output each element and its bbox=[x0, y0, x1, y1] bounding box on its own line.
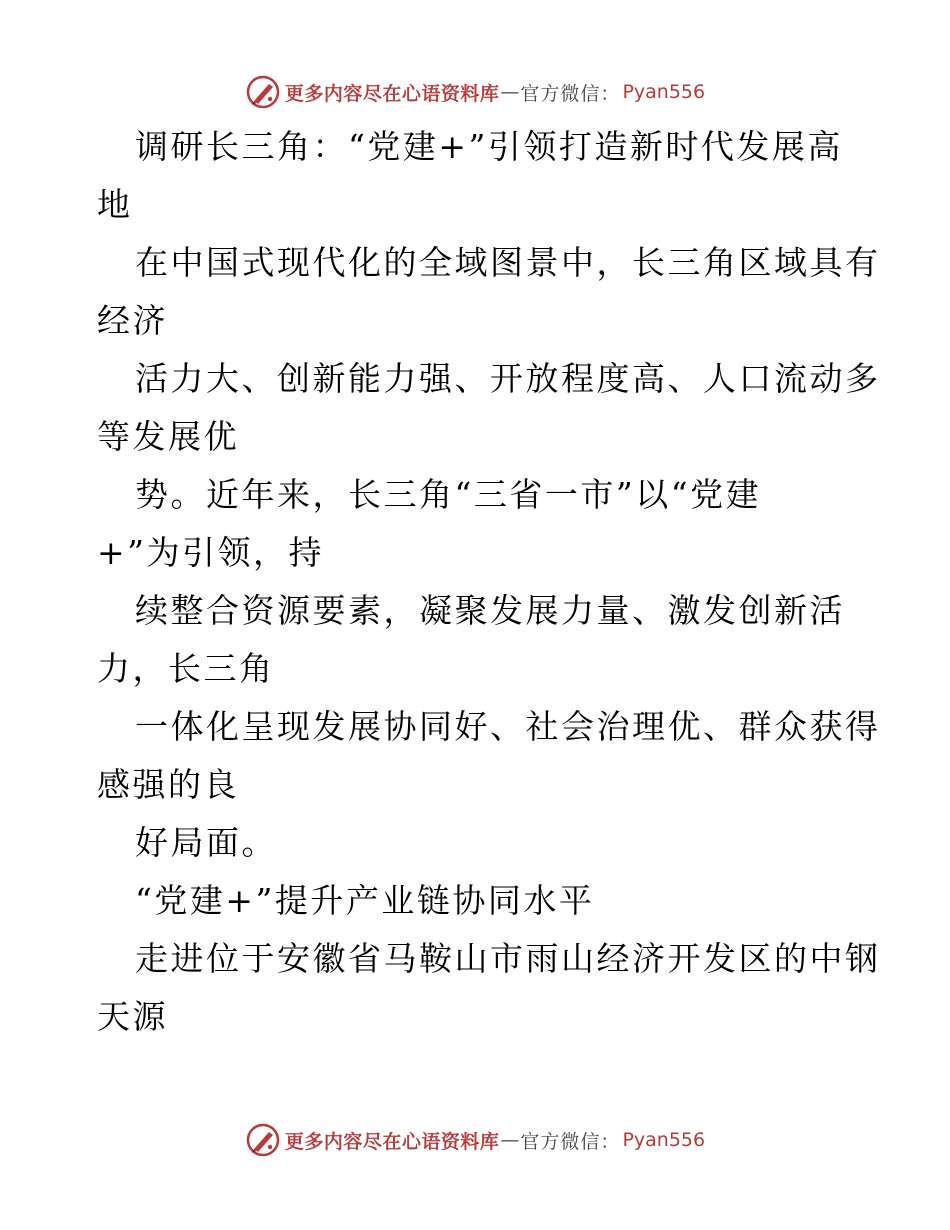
watermark-text: 更多内容尽在心语资料库 bbox=[284, 82, 500, 105]
paragraph-line: 在中国式现代化的全域图景中，长三角区域具有 bbox=[135, 243, 881, 282]
paragraph-line: 续整合资源要素，凝聚发展力量、激发创新活 bbox=[135, 591, 845, 630]
pen-logo-icon bbox=[245, 74, 281, 110]
paragraph-line: 等发展优 bbox=[97, 417, 239, 456]
watermark-dash: — bbox=[500, 81, 520, 103]
title-line: 调研长三角：“党建+”引领打造新时代发展高 bbox=[135, 127, 843, 166]
watermark-dash: — bbox=[500, 1129, 520, 1151]
watermark-text: 更多内容尽在心语资料库 bbox=[284, 1130, 500, 1153]
paragraph-line: 好局面。 bbox=[135, 823, 277, 862]
paragraph-line: 势。近年来，长三角“三省一市”以“党建 bbox=[135, 475, 762, 514]
paragraph-line: 走进位于安徽省马鞍山市雨山经济开发区的中钢 bbox=[135, 939, 881, 978]
watermark-wechat-label: 官方微信： bbox=[520, 82, 621, 105]
paragraph-line: +”为引领，持 bbox=[97, 533, 325, 572]
watermark-wechat-id: Pyan556 bbox=[622, 1129, 706, 1151]
paragraph-line: 感强的良 bbox=[97, 765, 239, 804]
paragraph-line: 天源 bbox=[97, 997, 168, 1036]
paragraph-line: 活力大、创新能力强、开放程度高、人口流动多 bbox=[135, 359, 881, 398]
title-line: 地 bbox=[97, 185, 133, 224]
paragraph-line: 力，长三角 bbox=[97, 649, 275, 688]
section-heading: “党建+”提升产业链协同水平 bbox=[135, 881, 595, 920]
paragraph-line: 一体化呈现发展协同好、社会治理优、群众获得 bbox=[135, 707, 881, 746]
footer-watermark bbox=[0, 1120, 950, 1160]
document-body bbox=[97, 118, 881, 1046]
header-watermark bbox=[0, 72, 950, 112]
watermark-wechat-label: 官方微信： bbox=[520, 1130, 621, 1153]
paragraph-line: 经济 bbox=[97, 301, 168, 340]
watermark-wechat-id: Pyan556 bbox=[622, 81, 706, 103]
pen-logo-icon bbox=[245, 1122, 281, 1158]
